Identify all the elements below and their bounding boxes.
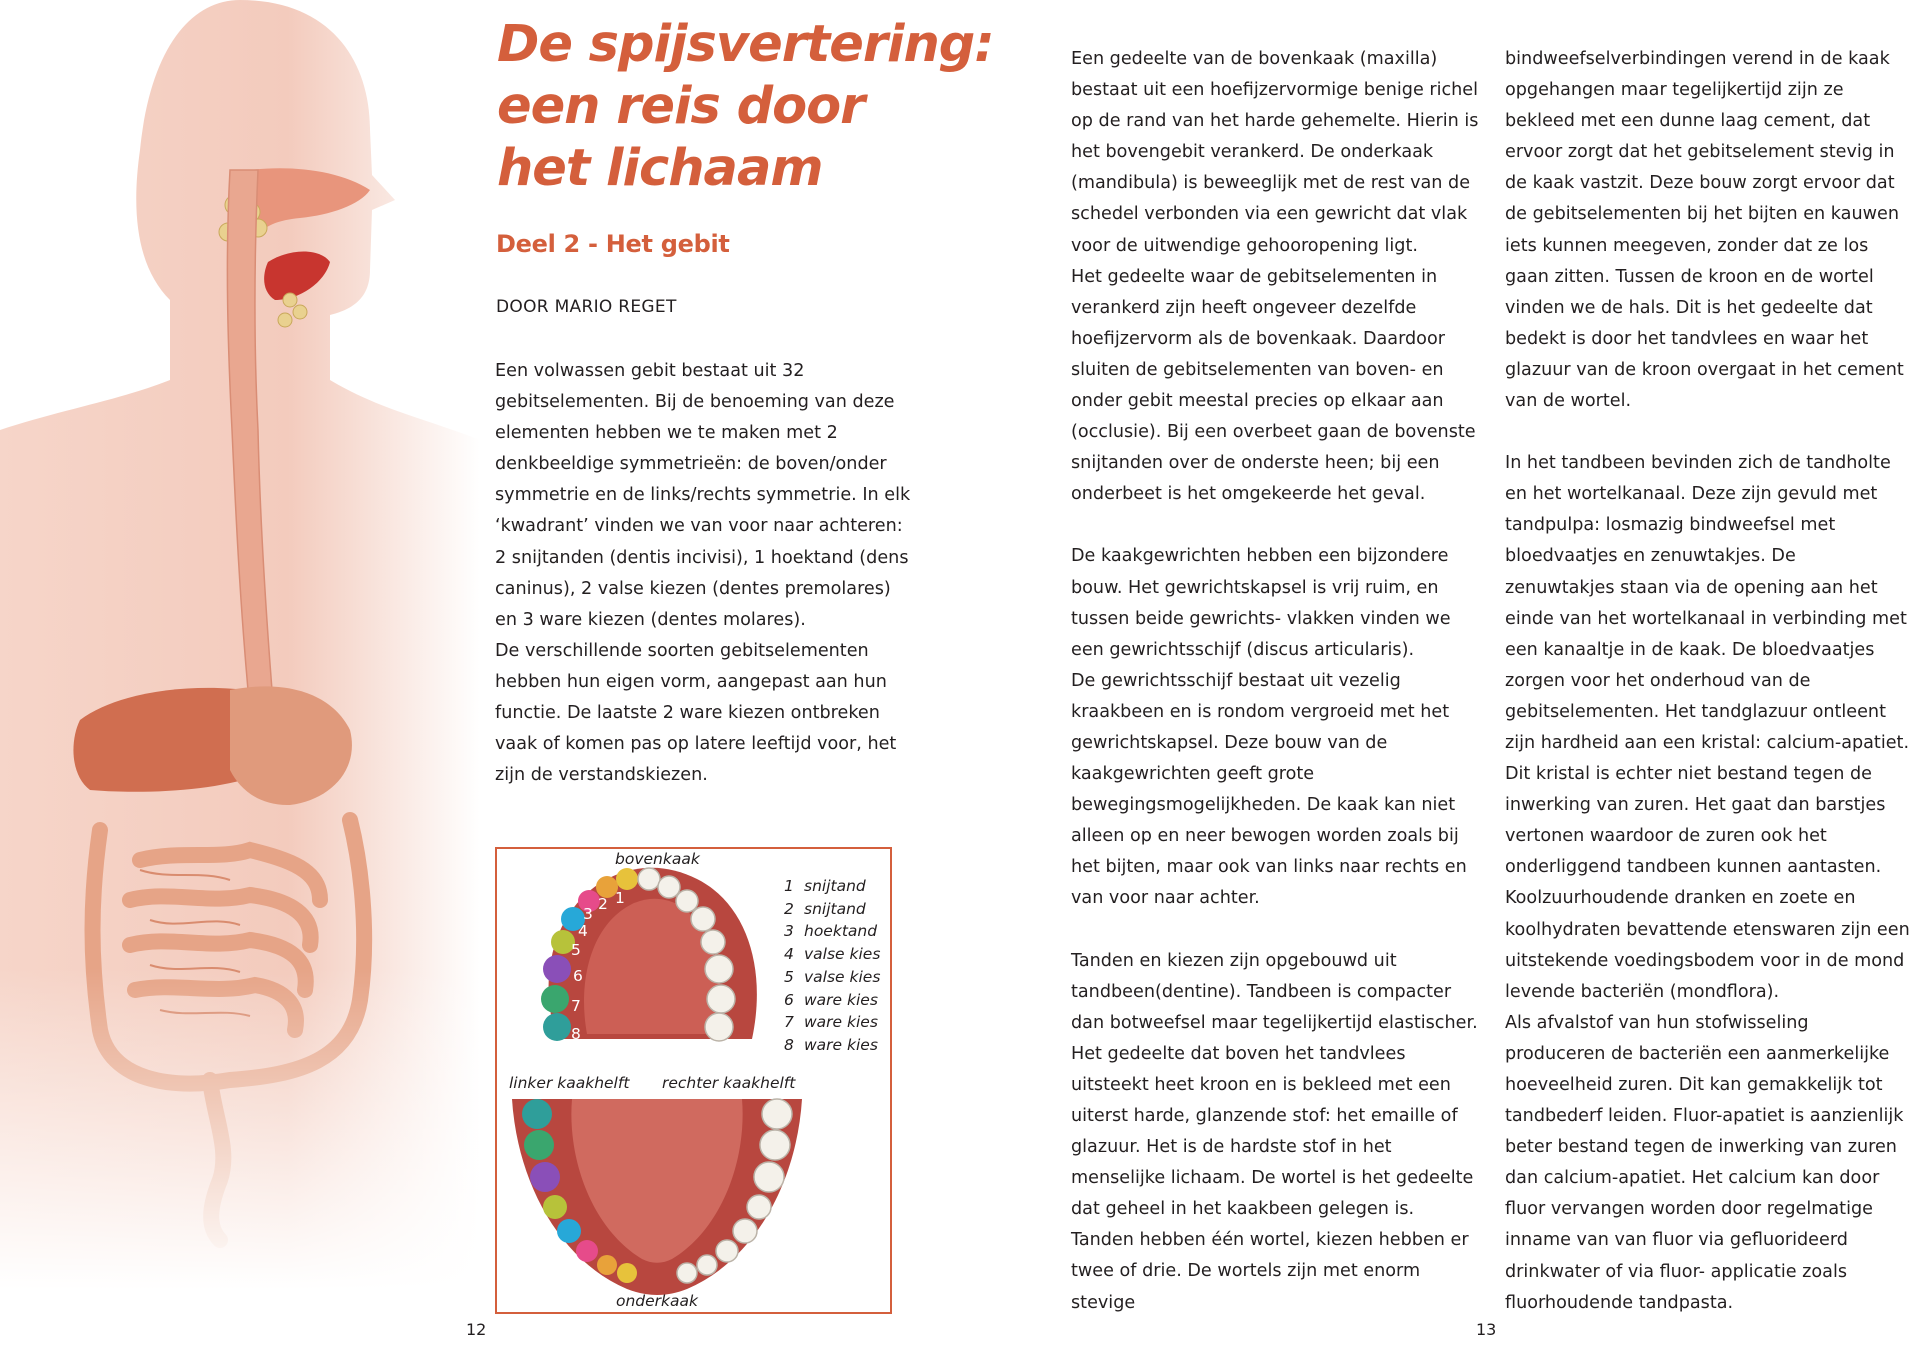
col2-paragraph-2: Het gedeelte waar de gebitselementen in verankerd zijn heeft ongeveer dezelfde hoefijzervorm als de bovenkaak. Daardoor sluiten de gebitselementen van boven- en onder gebit meestal precies op elkaar aan (occlusie). Bij een overbeet gaan de bovenste snijtanden over de onderste heen; bij een onderbeet is het omgekeerde het geval. xyxy=(1071,266,1476,505)
article-byline: DOOR MARIO REGET xyxy=(496,297,677,317)
page-number-left: 12 xyxy=(466,1320,487,1339)
col1-paragraph-1: Een volwassen gebit bestaat uit 32 gebitselementen. Bij de benoeming van deze elementen hebben we te maken met 2 denkbeeldige symmetrieën: de boven/onder symmetrie en de links/rechts symmetrie. In elk ‘kwadrant’ vinden we van voor naar achteren: 2 snijtanden (dentis incivisi), 1 hoektand (dens caninus), 2 valse kiezen (dentes premolares) en 3 ware kiezen (dentes molares). xyxy=(495,361,911,630)
tooth-number-5: 5 xyxy=(571,941,581,959)
tooth-number-3: 3 xyxy=(583,905,593,923)
column-1 xyxy=(495,356,915,791)
label-linker-kaakhelft: linker kaakhelft xyxy=(509,1074,630,1092)
title-line-2: een reis door xyxy=(497,77,865,136)
article-title xyxy=(497,14,1017,200)
column-3 xyxy=(1505,44,1910,1319)
legend-item: 3 hoektand xyxy=(784,922,878,941)
col3-paragraph-1: bindweefselverbindingen verend in de kaak opgehangen maar tegelijkertijd zijn ze bekleed met een dunne laag cement, dat ervoor zorgt dat het gebitselement stevig in de kaak vastzit. Deze bouw zorgt ervoor dat de gebitselementen bij het bijten en kauwen iets kunnen meegeven, zonder dat ze los gaan zitten. Tussen de kroon en de wortel vinden we de hals. Dit is het gedeelte dat bedekt is door het tandvlees en waar het glazuur van de kroon overgaat in het cement van de wortel. xyxy=(1505,49,1904,412)
legend-item: 1 snijtand xyxy=(784,877,866,895)
label-onderkaak: onderkaak xyxy=(616,1292,699,1310)
col2-paragraph-3: De kaakgewrichten hebben een bijzondere bouw. Het gewrichtskapsel is vrij ruim, en tussen beide gewrichts- vlakken vinden we een gewrichtsschijf (discus articularis). xyxy=(1071,546,1451,660)
tooth-number-2: 2 xyxy=(598,895,608,913)
paragraph-gap xyxy=(1071,915,1481,946)
article-subtitle: Deel 2 - Het gebit xyxy=(496,230,730,258)
title-line-3: het lichaam xyxy=(497,139,823,198)
col3-paragraph-2: In het tandbeen bevinden zich de tandholte en het wortelkanaal. Deze zijn gevuld met tandpulpa: losmazig bindweefsel met bloedvaatjes en zenuwtakjes. De zenuwtakjes staan via de opening aan het einde van het wortelkanaal in verbinding met een kanaaltje in de kaak. De bloedvaatjes zorgen voor het onderhoud van de gebitselementen. Het tandglazuur ontleent zijn hardheid aan een kristal: calcium-apatiet. Dit kristal is echter niet bestand tegen de inwerking van zuren. Het gaat dan barstjes vertonen waardoor de zuren ook het onderliggend tandbeen kunnen aantasten. Koolzuurhoudende dranken en zoete en koolhydraten bevattende etenswaren zijn een uitstekende voedingsbodem voor in de mond levende bacteriën (mondflora). xyxy=(1505,453,1910,1002)
col2-paragraph-1: Een gedeelte van de bovenkaak (maxilla) bestaat uit een hoefijzervormige benige richel op de rand van het harde gehemelte. Hierin is het bovengebit verankerd. De onderkaak (mandibula) is beweeglijk met de rest van de schedel verbonden via een gewricht dat vlak voor de uitwendige gehooropening ligt. xyxy=(1071,49,1479,256)
tooth-number-1: 1 xyxy=(615,889,625,907)
legend-item: 8 ware kies xyxy=(784,1035,878,1054)
column-2 xyxy=(1071,44,1481,1319)
legend-item: 7 ware kies xyxy=(784,1013,878,1032)
paragraph-gap xyxy=(1071,510,1481,541)
paragraph-gap xyxy=(1505,417,1910,448)
col3-paragraph-3: Als afvalstof van hun stofwisseling produceren de bacteriën een aanmerkelijke hoeveelheid zuren. Dit kan gemakkelijk tot tandbederf leiden. Fluor-apatiet is aanzienlijk beter bestand tegen de inwerking van zuren dan calcium-apatiet. Het calcium kan door fluor vervangen worden door regelmatige inname van van fluor via gefluorideerd drinkwater of via fluor- applicatie zoals fluorhoudende tandpasta. xyxy=(1505,1012,1904,1313)
tooth-number-6: 6 xyxy=(573,967,583,985)
legend-item: 4 valse kies xyxy=(784,945,881,964)
title-line-1: De spijsvertering: xyxy=(497,15,994,74)
col2-paragraph-5: Tanden en kiezen zijn opgebouwd uit tandbeen(dentine). Tandbeen is compacter dan botweefsel maar tegelijkertijd elastischer. Het gedeelte dat boven het tandvlees uitsteekt heet kroon en is bekleed met een uiterst harde, glanzende stof: het emaille of glazuur. Het is de hardste stof in het menselijke lichaam. De wortel is het gedeelte dat geheel in het kaakbeen gelegen is. Tanden hebben één wortel, kiezen hebben er twee of drie. De wortels zijn met enorm stevige xyxy=(1071,950,1478,1313)
legend-item: 6 ware kies xyxy=(784,990,878,1009)
digestive-system-illustration xyxy=(0,0,480,1290)
label-rechter-kaakhelft: rechter kaakhelft xyxy=(662,1074,796,1092)
teeth-legend xyxy=(784,875,880,1057)
col1-paragraph-2: De verschillende soorten gebitselementen hebben hun eigen vorm, aangepast aan hun functie. De laatste 2 ware kiezen ontbreken vaak of komen pas op latere leeftijd voor, het zijn de verstandskiezen. xyxy=(495,640,897,786)
teeth-diagram xyxy=(495,847,892,1314)
legend-item: 2 snijtand xyxy=(784,899,866,918)
tooth-number-7: 7 xyxy=(571,997,581,1015)
legend-item: 5 valse kies xyxy=(784,967,881,986)
label-bovenkaak: bovenkaak xyxy=(615,850,700,868)
tooth-number-4: 4 xyxy=(578,922,588,940)
tooth-number-8: 8 xyxy=(571,1025,581,1043)
page-number-right: 13 xyxy=(1476,1320,1497,1339)
col2-paragraph-4: De gewrichtsschijf bestaat uit vezelig kraakbeen en is rondom vergroeid met het gewrichtskapsel. Deze bouw van de kaakgewrichten geeft grote bewegingsmogelijkheden. De kaak kan niet alleen op en neer bewogen worden zoals bij het bijten, maar ook van links naar rechts en van voor naar achter. xyxy=(1071,670,1467,909)
